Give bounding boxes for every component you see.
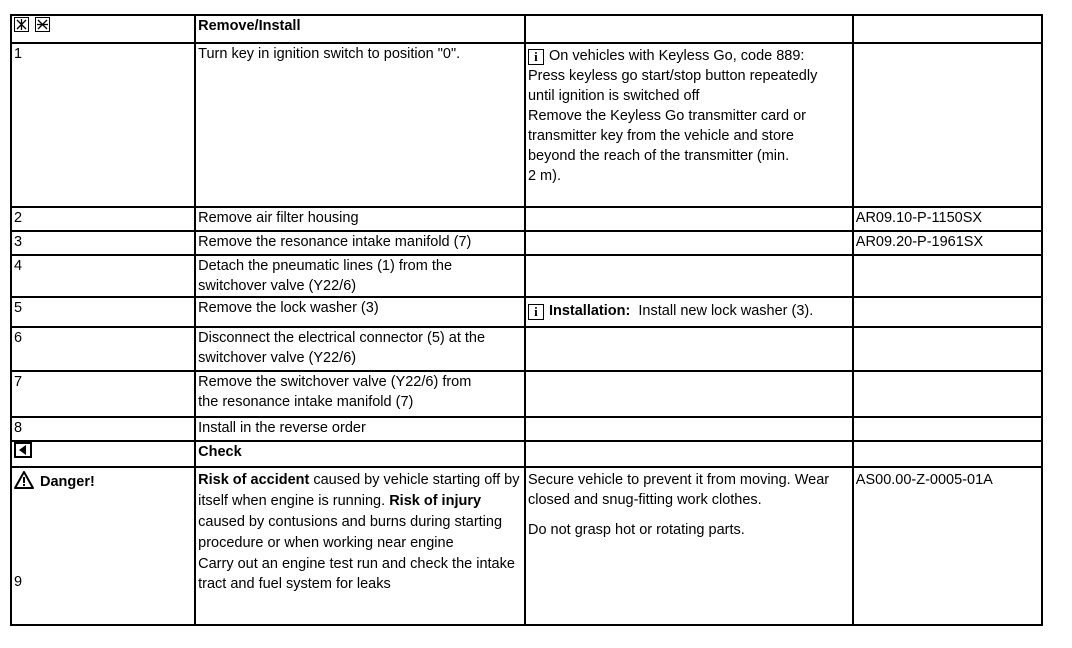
check-icon [14,442,32,458]
table-row [11,43,1042,207]
step-reference[interactable]: AR09.10-P-1150SX [853,207,1042,231]
table-row [11,207,1042,231]
table-row [11,417,1042,441]
step-reference[interactable]: AR09.20-P-1961SX [853,231,1042,255]
check-row [11,441,1042,467]
table-row [11,297,1042,327]
step-action: Turn key in ignition switch to position "0". [195,43,525,207]
danger-label: Danger! [40,474,95,490]
step-number: 8 [11,417,195,441]
danger-cell [11,467,195,625]
step-number: 9 [14,574,23,590]
danger-measures: Secure vehicle to prevent it from moving. Wear closed and snug-fitting work clothes. Do not grasp hot or rotating parts. [525,467,853,625]
header-title: Remove/Install [195,15,525,43]
step-action: Disconnect the electrical connector (5) at the switchover valve (Y22/6) [195,327,525,371]
remove-icon [14,17,29,32]
step-number: 3 [11,231,195,255]
table-row [11,255,1042,297]
step-action: Remove the switchover valve (Y22/6) from the resonance intake manifold (7) [195,371,525,417]
warning-triangle-icon [14,471,34,489]
step-number: 4 [11,255,195,297]
step-action: Remove the resonance intake manifold (7) [195,231,525,255]
step-number: 1 [11,43,195,207]
header-icons [11,15,195,43]
step-number: 2 [11,207,195,231]
step-action: Remove the lock washer (3) [195,297,525,327]
step-action: Remove air filter housing [195,207,525,231]
header-row [11,15,1042,43]
step-action: Carry out an engine test run and check the intake tract and fuel system for leaks [198,556,515,592]
step-note: i On vehicles with Keyless Go, code 889: Press keyless go start/stop button repeatedly until ignition is switched off Remove the Keyless Go transmitter card or transmitter key from the vehicle and store beyond the reach of the transmitter (min. 2 m). [525,43,853,207]
danger-reference[interactable]: AS00.00-Z-0005-01A [853,467,1042,625]
procedure-table [10,14,1043,626]
info-icon: i [528,49,544,65]
step-reference [853,43,1042,207]
danger-text: Risk of accident caused by vehicle starting off by itself when engine is running. Risk of injury caused by contusions and burns during starting procedure or when working near engine Carry out an engine test run and check the intake tract and fuel system for leaks [195,467,525,625]
table-row [11,327,1042,371]
danger-row [11,467,1042,625]
step-action: Detach the pneumatic lines (1) from the switchover valve (Y22/6) [195,255,525,297]
step-number: 6 [11,327,195,371]
step-number: 5 [11,297,195,327]
step-action: Install in the reverse order [195,417,525,441]
table-row [11,371,1042,417]
check-title: Check [195,441,525,467]
step-note: i Installation: Install new lock washer (3). [525,297,853,327]
install-icon [35,17,50,32]
table-row [11,231,1042,255]
step-number: 7 [11,371,195,417]
info-icon: i [528,304,544,320]
